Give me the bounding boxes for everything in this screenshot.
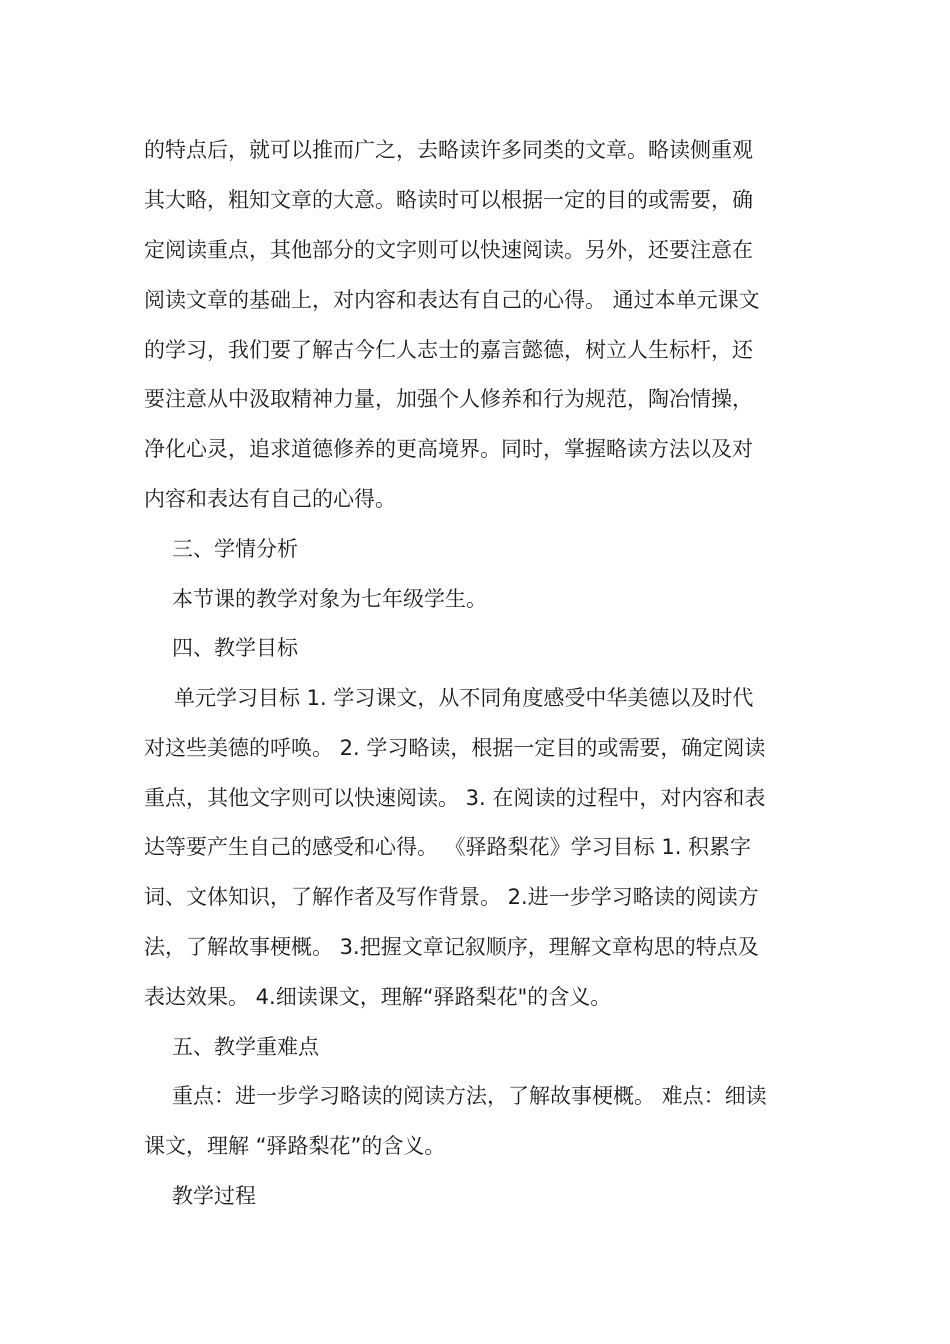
paragraph-line: 表达效果。 4.细读课文，理解“驿路梨花"的含义。 — [144, 985, 612, 1009]
section-heading-teaching-goals: 四、教学目标 — [172, 636, 298, 660]
section-heading-teaching-process: 教学过程 — [172, 1184, 256, 1208]
paragraph-line: 的学习，我们要了解古今仁人志士的嘉言懿德，树立人生标杆，还 — [144, 338, 753, 362]
paragraph-line: 阅读文章的基础上，对内容和表达有自己的心得。 通过本单元课文 — [144, 288, 760, 312]
paragraph-line: 对这些美德的呼唤。 2. 学习略读，根据一定目的或需要，确定阅读 — [144, 736, 766, 760]
paragraph-line: 法，了解故事梗概。 3.把握文章记叙顺序，理解文章构思的特点及 — [144, 935, 759, 959]
paragraph-line: 要注意从中汲取精神力量，加强个人修养和行为规范，陶冶情操， — [144, 387, 753, 411]
paragraph-line: 词、文体知识，了解作者及写作背景。 2.进一步学习略读的阅读方 — [144, 885, 759, 909]
section-heading-key-points: 五、教学重难点 — [172, 1035, 319, 1059]
paragraph-line: 其大略，粗知文章的大意。略读时可以根据一定的目的或需要，确 — [144, 188, 753, 212]
paragraph-line: 定阅读重点，其他部分的文字则可以快速阅读。另外，还要注意在 — [144, 238, 753, 262]
section-heading-learning-analysis: 三、学情分析 — [172, 537, 298, 561]
paragraph-line: 本节课的教学对象为七年级学生。 — [172, 587, 487, 611]
paragraph-line: 单元学习目标 1. 学习课文，从不同角度感受中华美德以及时代 — [174, 686, 754, 710]
paragraph-line: 的特点后，就可以推而广之，去略读许多同类的文章。略读侧重观 — [144, 138, 753, 162]
paragraph-line: 重点，其他文字则可以快速阅读。 3. 在阅读的过程中，对内容和表 — [144, 786, 766, 810]
paragraph-line: 内容和表达有自己的心得。 — [144, 487, 396, 511]
paragraph-line: 课文，理解 “驿路梨花”的含义。 — [144, 1134, 446, 1158]
paragraph-line: 达等要产生自己的感受和心得。 《驿路梨花》学习目标 1. 积累字 — [144, 835, 752, 859]
paragraph-line: 重点：进一步学习略读的阅读方法，了解故事梗概。 难点：细读 — [172, 1084, 767, 1108]
paragraph-line: 净化心灵，追求道德修养的更高境界。同时，掌握略读方法以及对 — [144, 437, 753, 461]
